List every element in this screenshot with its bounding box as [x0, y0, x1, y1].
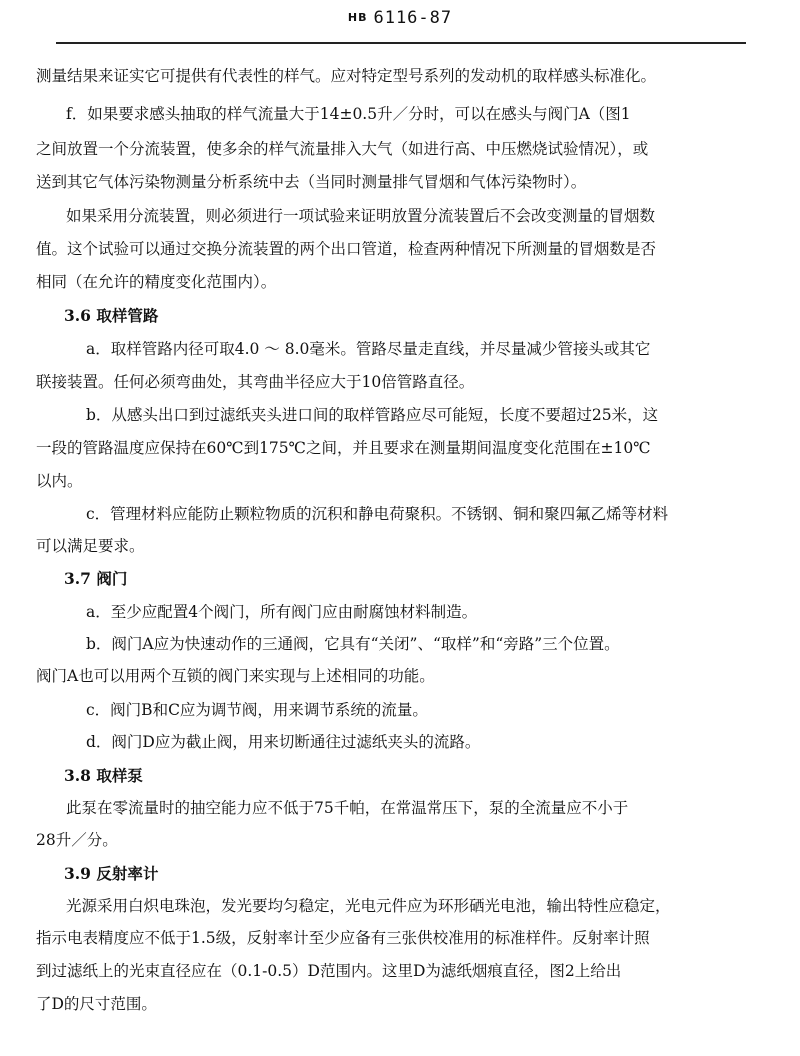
text-line: c．阀门B和C应为调节阀，用来调节系统的流量。: [86, 701, 428, 719]
text-line: b．阀门A应为快速动作的三通阀，它具有“关闭”、“取样”和“旁路”三个位置。: [86, 635, 620, 653]
standard-code: HB: [347, 11, 368, 24]
text-line: 相同（在允许的精度变化范围内）。: [36, 273, 277, 291]
text-line: 阀门A也可以用两个互锁的阀门来实现与上述相同的功能。: [36, 667, 435, 685]
text-line: 一段的管路温度应保持在60℃到175℃之间，并且要求在测量期间温度变化范围在±10℃: [36, 439, 651, 457]
text-line: 指示电表精度应不低于1.5级，反射率计至少应备有三张供校准用的标准样件。反射率计照: [36, 929, 650, 947]
section-heading: 3.8 取样泵: [64, 766, 143, 785]
text-line: 送到其它气体污染物测量分析系统中去（当同时测量排气冒烟和气体污染物时）。: [36, 173, 587, 191]
text-line: 28升／分。: [36, 831, 118, 849]
header-rule: [56, 42, 746, 44]
page-header: [0, 8, 800, 28]
text-line: f．如果要求感头抽取的样气流量大于14±0.5升／分时，可以在感头与阀门A（图1: [66, 105, 631, 123]
section-heading: 3.7 阀门: [64, 569, 128, 588]
text-line: 可以满足要求。: [36, 537, 145, 555]
text-line: 值。这个试验可以通过交换分流装置的两个出口管道，检查两种情况下所测量的冒烟数是否: [36, 240, 657, 258]
text-line: a．至少应配置4个阀门，所有阀门应由耐腐蚀材料制造。: [86, 603, 478, 621]
text-line: a．取样管路内径可取4.0 ～ 8.0毫米。管路尽量走直线，并尽量减少管接头或其它: [86, 340, 651, 358]
text-line: 之间放置一个分流装置，使多余的样气流量排入大气（如进行高、中压燃烧试验情况），或: [36, 140, 649, 158]
text-line: d．阀门D应为截止阀，用来切断通往过滤纸夹头的流路。: [86, 733, 481, 751]
text-line: 测量结果来证实它可提供有代表性的样气。应对特定型号系列的发动机的取样感头标准化。: [36, 67, 657, 85]
section-heading: 3.9 反射率计: [64, 864, 159, 883]
text-line: 以内。: [36, 472, 83, 490]
standard-number: 6116-87: [373, 8, 453, 28]
text-line: 了D的尺寸范围。: [36, 995, 157, 1013]
text-line: c．管理材料应能防止颗粒物质的沉积和静电荷聚积。不锈钢、铜和聚四氟乙烯等材料: [86, 505, 669, 523]
text-line: 此泵在零流量时的抽空能力应不低于75千帕，在常温常压下，泵的全流量应不小于: [66, 799, 629, 817]
text-line: 如果采用分流装置，则必须进行一项试验来证明放置分流装置后不会改变测量的冒烟数: [66, 207, 656, 225]
text-line: 光源采用白炽电珠泡，发光要均匀稳定，光电元件应为环形硒光电池，输出特性应稳定，: [66, 897, 671, 915]
text-line: 联接装置。任何必须弯曲处，其弯曲半径应大于10倍管路直径。: [36, 373, 475, 391]
section-heading: 3.6 取样管路: [64, 306, 159, 325]
text-line: 到过滤纸上的光束直径应在（0.1-0.5）D范围内。这里D为滤纸烟痕直径，图2上给出: [36, 962, 622, 980]
text-line: b．从感头出口到过滤纸夹头进口间的取样管路应尽可能短，长度不要超过25米，这: [86, 406, 659, 424]
